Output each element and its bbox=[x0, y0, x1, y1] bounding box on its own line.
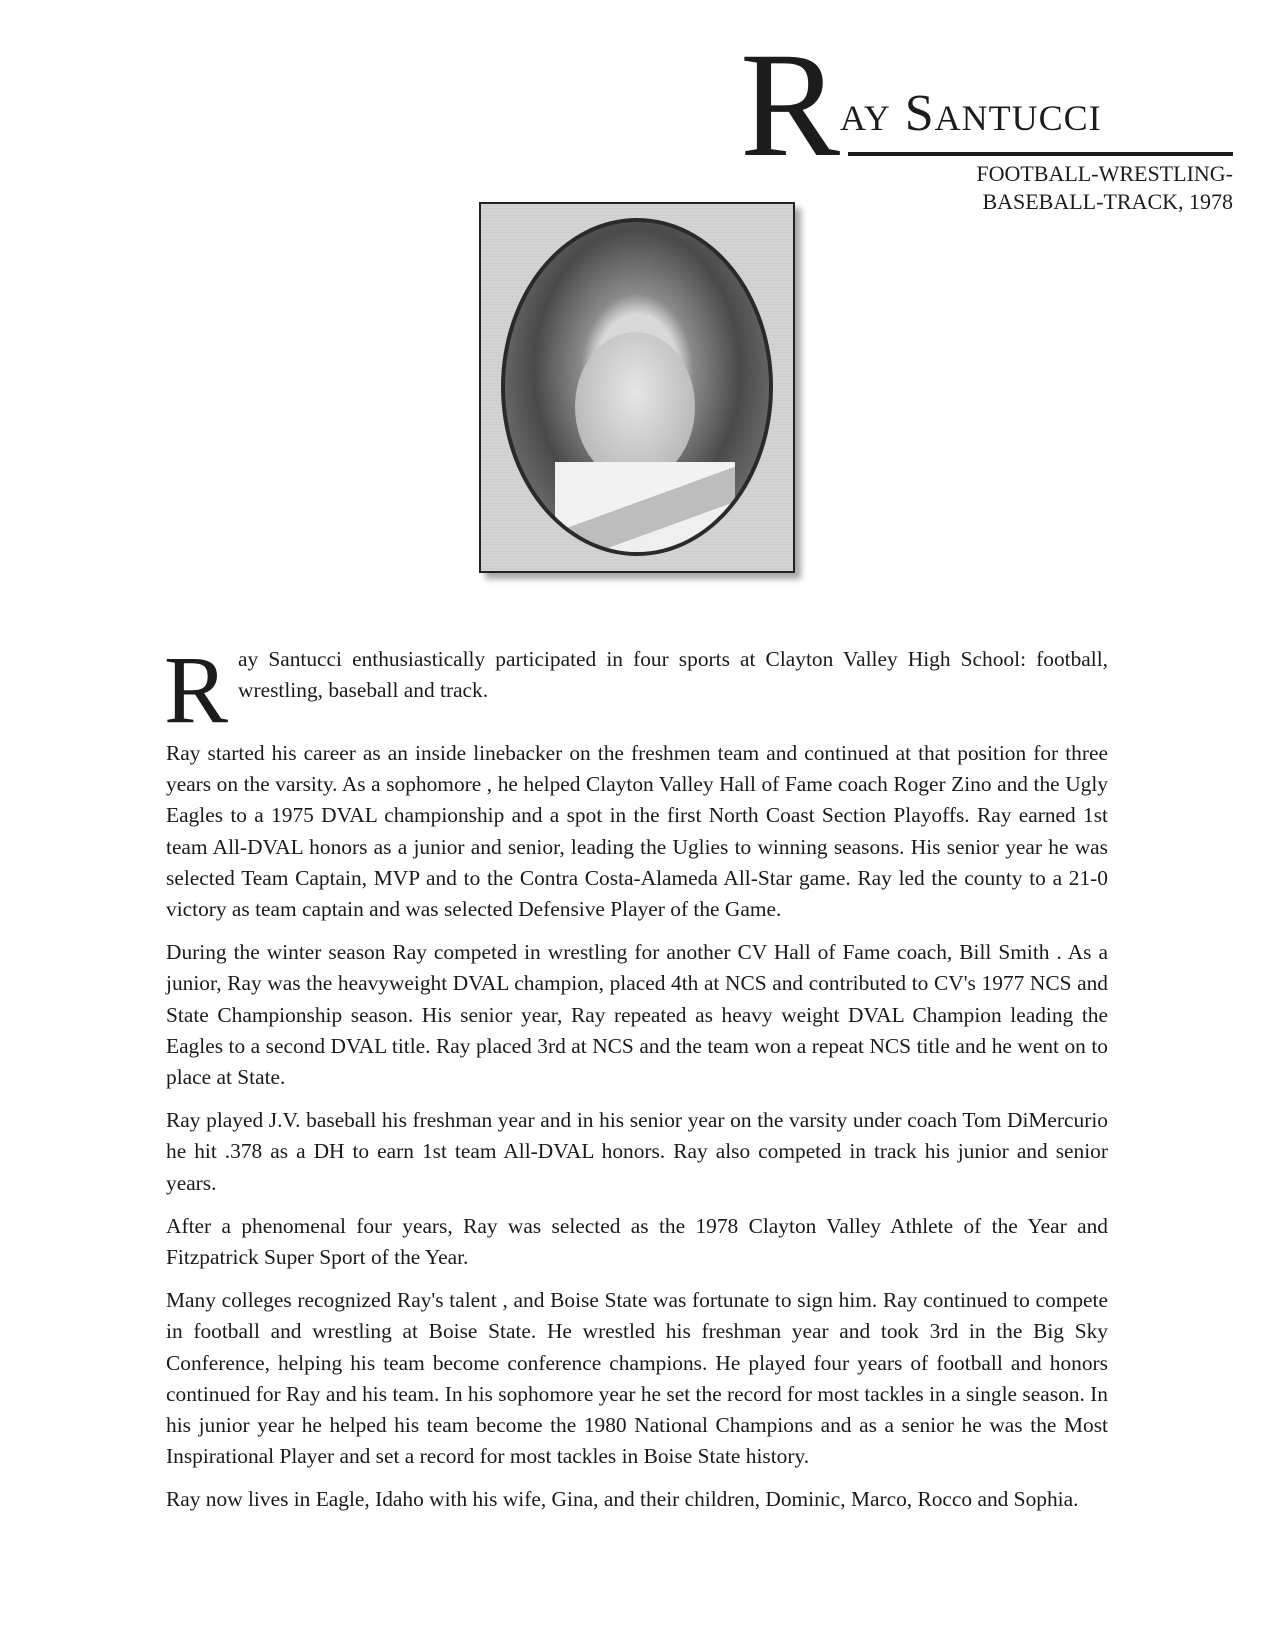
paragraph-family: Ray now lives in Eagle, Idaho with his wife, Gina, and their children, Dominic, Marco, Rocco and Sophia. bbox=[166, 1487, 1079, 1512]
paragraph-athlete-of-year: After a phenomenal four years, Ray was selected as the 1978 Clayton Valley Athlete of the Year and Fitzpatrick Super Sport of the Year. bbox=[166, 1213, 1108, 1270]
sports-line-1: FOOTBALL-WRESTLING- bbox=[976, 161, 1233, 186]
paragraph-intro-text: ay Santucci enthusiastically participated in four sports at Clayton Valley High School: football, wrestling, baseball and track. bbox=[238, 647, 1108, 703]
paragraph-baseball-track: Ray played J.V. baseball his freshman year and in his senior year on the varsity under coach Tom DiMercurio he hit .378 as a DH to earn 1st team All-DVAL honors. Ray also competed in track his junior and senior years. bbox=[166, 1108, 1108, 1195]
athlete-name: ay Santucci bbox=[840, 85, 1102, 142]
drop-cap: R bbox=[164, 636, 229, 743]
article-body bbox=[164, 636, 1108, 1528]
portrait-photo bbox=[501, 218, 773, 556]
paragraph-football: Ray started his career as an inside linebacker on the freshmen team and continued at that position for three years on the varsity. As a sophomore , he helped Clayton Valley Hall of Fame coach Roger Zino and the Ugly Eagles to a 1975 DVAL championship and a spot in the first North Coast Section Playoffs. Ray earned 1st team All-DVAL honors as a junior and senior, leading the Uglies to winning seasons. His senior year he was selected Team Captain, MVP and to the Contra Costa-Alameda All-Star game. Ray led the county to a 21-0 victory as team captain and was selected Defensive Player of the Game. bbox=[166, 741, 1108, 922]
paragraph-wrestling: During the winter season Ray competed in wrestling for another CV Hall of Fame coach, Bill Smith . As a junior, Ray was the heavyweight DVAL champion, placed 4th at NCS and contributed to CV's 1977 NCS and State Championship season. His senior year, Ray repeated as heavy weight DVAL Champion leading the Eagles to a second DVAL title. Ray placed 3rd at NCS and the team won a repeat NCS title and he went on to place at State. bbox=[166, 940, 1108, 1090]
portrait-face bbox=[575, 332, 695, 482]
sports-and-year bbox=[976, 160, 1233, 216]
title-initial: R bbox=[740, 22, 841, 188]
sports-line-2: BASEBALL-TRACK, 1978 bbox=[982, 189, 1233, 214]
paragraph-college: Many colleges recognized Ray's talent , and Boise State was fortunate to sign him. Ray continued to compete in football and wrestling at Boise State. He wrestled his freshman year and took 3rd in the Big Sky Conference, helping his team become conference champions. He played four years of football and honors continued for Ray and his team. In his sophomore year he set the record for most tackles in a single season. In his junior year he helped his team become the 1980 National Champions and as a senior he was the Most Inspirational Player and set a record for most tackles in Boise State history. bbox=[166, 1288, 1108, 1469]
portrait-photo-frame bbox=[479, 202, 795, 573]
page-header bbox=[740, 22, 1240, 214]
portrait-collar bbox=[555, 462, 735, 556]
paragraph-intro bbox=[164, 636, 1108, 743]
title-underline bbox=[848, 152, 1233, 156]
